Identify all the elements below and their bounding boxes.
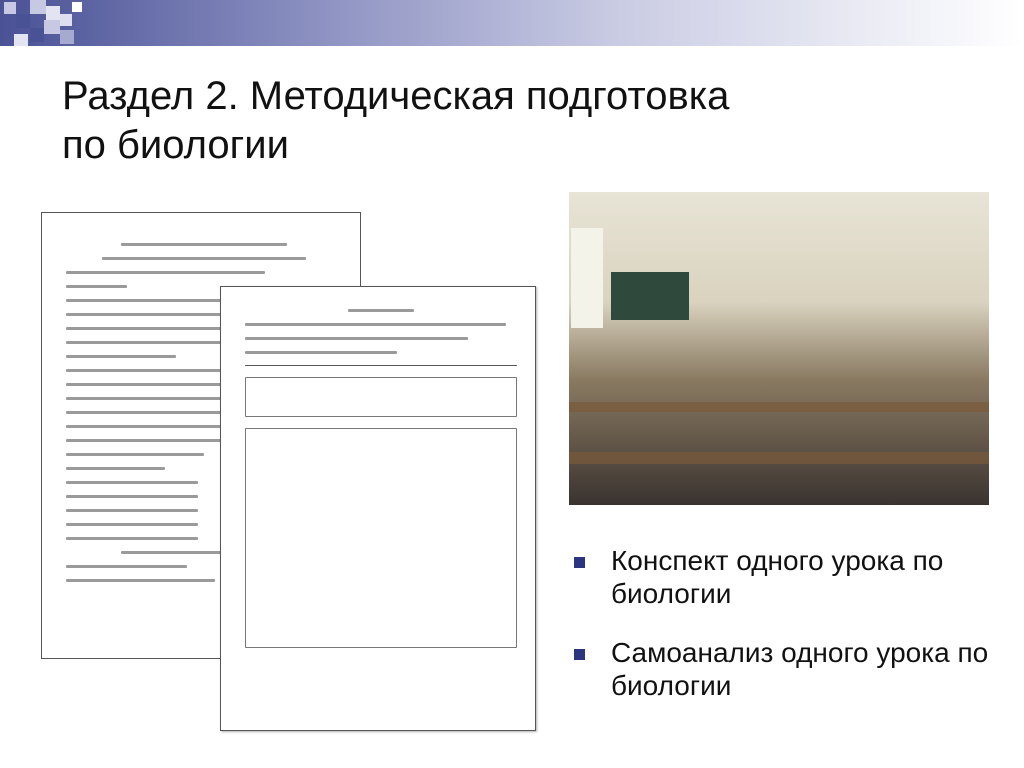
desk-row [569,452,989,464]
decoration-square [60,30,74,44]
decoration-square [30,0,46,14]
square-bullet-icon [574,649,585,660]
decoration-square [14,34,28,46]
bullet-text: Конспект одного урока по биологии [611,545,944,609]
decoration-square [72,2,82,12]
bullet-text: Самоанализ одного урока по биологии [611,637,989,701]
desk-row [569,402,989,412]
slide-title [62,72,882,170]
square-bullet-icon [574,557,585,568]
header-gradient-bar [0,0,1024,46]
window [571,228,603,328]
bullet-item [574,636,994,702]
decoration-square [44,20,60,34]
decoration-square [60,14,72,26]
slide-title-line: по биологии [62,123,289,167]
bullet-list [574,544,994,702]
decoration-square [30,28,44,42]
document-text-placeholder [245,309,517,669]
decoration-square [4,2,16,14]
chalkboard [611,272,689,320]
decoration-square [46,6,60,20]
classroom-photo [569,192,989,505]
slide-title-line: Раздел 2. Методическая подготовка [62,74,730,118]
lesson-self-analysis-document-image [220,286,536,731]
decoration-square [16,14,30,28]
bullet-item [574,544,994,610]
